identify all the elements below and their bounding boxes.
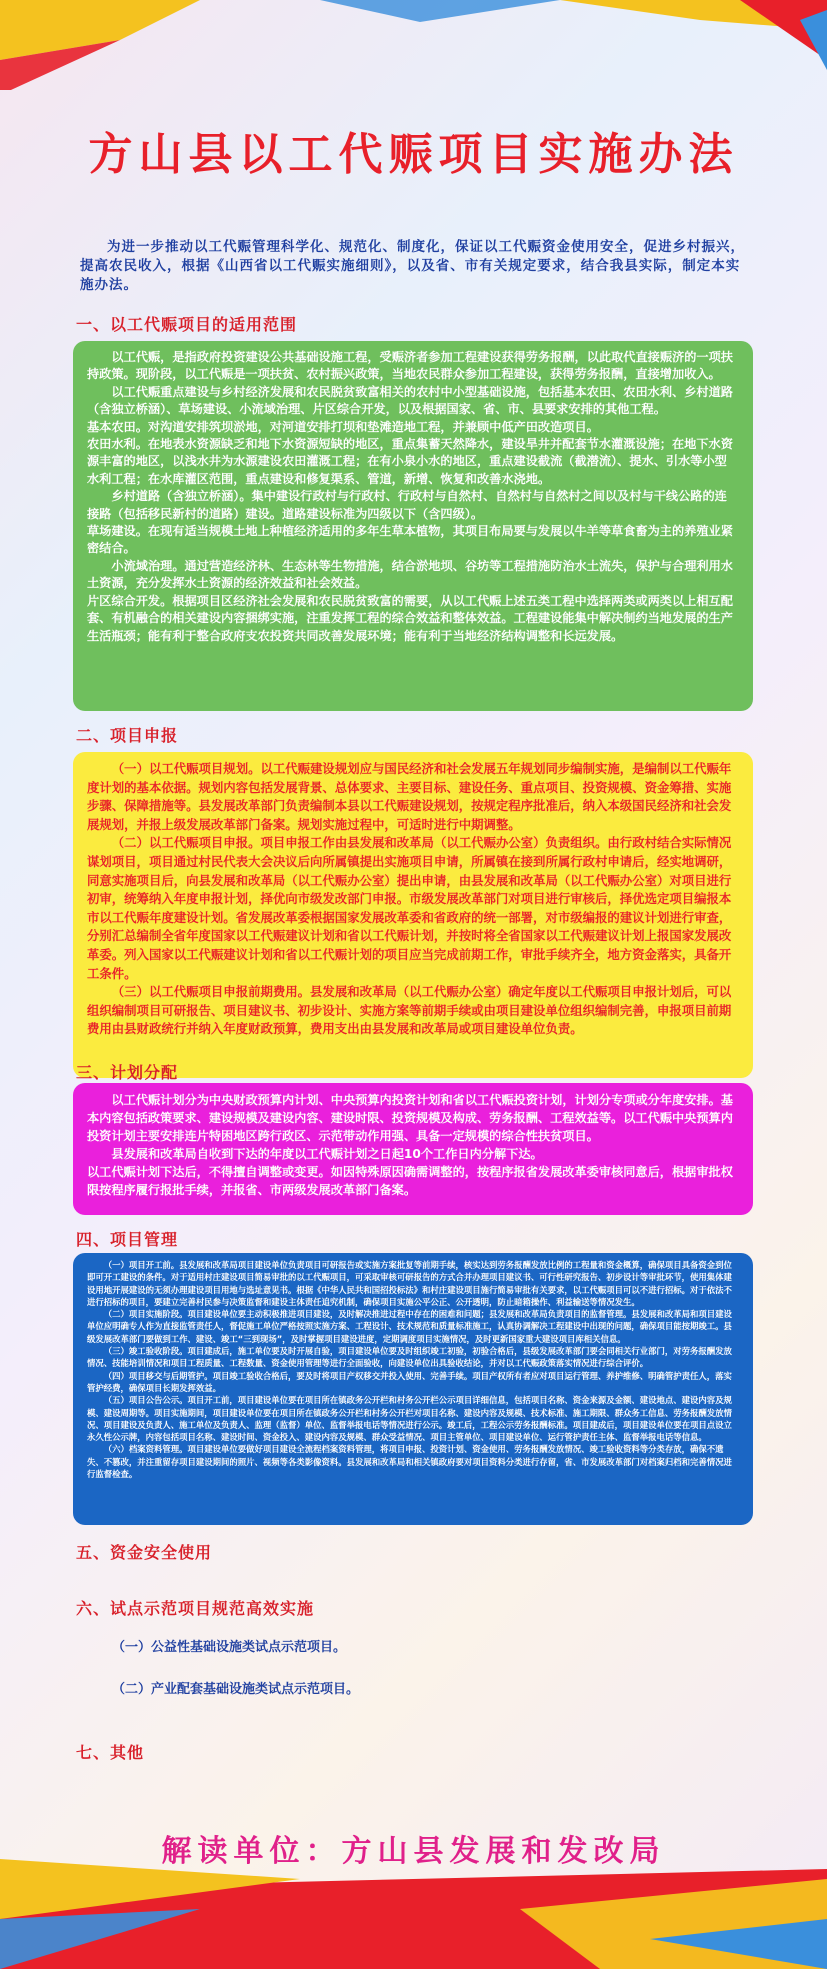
footer-issuer: 解读单位：方山县发展和发改局 <box>161 1834 666 1869</box>
s3-paragraph: 以工代赈计划分为中央财政预算内计划、中央预算内投资计划和省以工代赈投资计划，计划分专项或分年度安排。基本内容包括政策要求、建设规模及建设内容、建设时限、投资规模及构成、劳务报酬、工程效益等。以工代赈中央预算内投资计划主要安排连片特困地区跨行政区、示范带动作用强、具备一定规模的综合性扶贫项目。 <box>87 1093 733 1143</box>
s4-paragraph: （三）竣工验收阶段。项目建成后，施工单位要及时开展自验，项目建设单位要及时组织竣工初验，初验合格后，县级发展改革部门要会同相关行业部门，对劳务报酬发放情况、技能培训情况和项目工程质量、工程数量、资金使用管理等进行全面验收，向建设单位出具验收结论，并对以工代赈政策落实情况进行综合评价。 <box>87 1346 732 1369</box>
section-box-2 <box>73 752 753 1078</box>
section-heading-3: 三、计划分配 <box>76 1063 179 1082</box>
s1-paragraph: 以工代赈重点建设与乡村经济发展和农民脱贫致富相关的农村中小型基础设施，包括基本农田、农田水利、乡村道路（含独立桥涵）、草场建设、小流域治理、片区综合开发，以及根据国家、省、市、县要求安排的其他工程。 <box>87 384 733 417</box>
s3-paragraph: 县发展和改革局自收到下达的年度以工代赈计划之日起10个工作日内分解下达。 <box>111 1147 543 1161</box>
section-heading-5: 五、资金安全使用 <box>76 1543 213 1562</box>
s6-item: （二）产业配套基础设施类试点示范项目。 <box>112 1682 360 1697</box>
section-heading-4: 四、项目管理 <box>76 1230 179 1249</box>
s1-paragraph: 小流域治理。通过营造经济林、生态林等生物措施，结合淤地坝、谷坊等工程措施防治水土流失，保护与合理利用水土资源，充分发挥水土资源的经济效益和社会效益。 <box>87 558 733 591</box>
intro-paragraph: 为进一步推动以工代赈管理科学化、规范化、制度化，保证以工代赈资金使用安全，促进乡村振兴，提高农民收入，根据《山西省以工代赈实施细则》，以及省、市有关规定要求，结合我县实际，制定本实施办法。 <box>80 239 745 293</box>
section-heading-6: 六、试点示范项目规范高效实施 <box>76 1599 315 1618</box>
section-box-1 <box>73 341 753 711</box>
s4-paragraph: （四）项目移交与后期管护。项目竣工验收合格后，要及时将项目产权移交并投入使用、完善手续。项目产权所有者应对项目运行管理、养护维修、明确管护责任人，落实管护经费，确保项目长期发挥效益。 <box>87 1370 732 1393</box>
s1-paragraph: 以工代赈，是指政府投资建设公共基础设施工程，受赈济者参加工程建设获得劳务报酬，以此取代直接赈济的一项扶持政策。现阶段，以工代赈是一项扶贫、农村振兴政策，当地农民群众参加工程建设，获得劳务报酬，直接增加收入。 <box>87 350 733 382</box>
s4-paragraph: （五）项目公告公示。项目开工前，项目建设单位要在项目所在镇政务公开栏和村务公开栏公示项目详细信息，包括项目名称、资金来源及金额、建设地点、建设内容及规模、建设周期等。项目实施期间，项目建设单位要在项目所在镇政务公开栏和村务公开栏对项目名称、建设内容及规模、技术标准、施工期限、群众务工信息、劳务报酬发放情况、项目建设及负责人、施工单位及负责人、监理（监督）单位、监督举报电话等情况进行公示。竣工后，工程公示劳务报酬标准。项目建成后，项目建设单位要在项目点设立永久性公示牌，内容包括项目名称、建设时间、资金投入、建设内容及规模、群众受益情况、项目主管单位、项目建设单位、运行管护责任主体、监督举报电话等信息。 <box>87 1395 732 1443</box>
s2-paragraph: （三）以工代赈项目申报前期费用。县发展和改革局（以工代赈办公室）确定年度以工代赈项目申报计划后，可以组织编制项目可研报告、项目建议书、初步设计、实施方案等前期手续或由项目建设单位组织编制完善，申报项目前期费用由县财政统行并纳入年度财政预算，费用支出由县发展和改革局或项目建设单位负责。 <box>87 984 732 1037</box>
s2-paragraph: （二）以工代赈项目申报。项目申报工作由县发展和改革局（以工代赈办公室）负责组织。由行政村结合实际情况谋划项目，项目通过村民代表大会决议后向所属镇提出实施项目申请，所属镇在接到所属行政村申请后，经实地调研，同意实施项目后，向县发展和改革局（以工代赈办公室）提出申请，由县发展和改革局（以工代赈办公室）对项目进行初审，统筹纳入年度申报计划，择优向市级发改部门申报。市级发展改革部门对项目进行审核后，择优选定项目编报本市以工代赈年度建设计划。省发展改革委根据国家发展改革委和省政府的统一部署，对市级编报的建议计划进行审查，分别汇总编制全省年度国家以工代赈建议计划和省以工代赈计划，并按时将全省国家以工代赈建议计划上报国家发展改革委。列入国家以工代赈建议计划和省以工代赈计划的项目应当完成前期工作，审批手续齐全，地方资金落实，具备开工条件。 <box>87 835 732 981</box>
s1-paragraph: 乡村道路（含独立桥涵）。集中建设行政村与行政村、行政村与自然村、自然村与自然村之间以及村与干线公路的连接路（包括移民新村的道路）建设。道路建设标准为四级以下（含四级）。 <box>87 489 727 521</box>
s4-paragraph: （一）项目开工前。县发展和改革局项目建设单位负责项目可研报告或实施方案批复等前期手续，核实达到劳务报酬发放比例的工程量和资金概算，确保项目具备资金到位即可开工建设的条件。对于适用村庄建设项目简易审批的以工代赈项目，可采取审核可研报告的方式合并办理项目建议书、可行性研究报告、初步设计等审批环节，使用集体建设用地开展建设的无须办理建设项目用地与选址意见书。根据《中华人民共和国招投标法》和村庄建设项目施行简易审批有关要求，以工代赈项目可以不进行招标。对于依法不进行招标的项目，要建立完善村民参与决策监督和建设主体责任追究机制，确保项目实施公平公正、公开透明，防止暗箱操作、利益输送等情况发生。 <box>87 1260 732 1307</box>
section-heading-1: 一、以工代赈项目的适用范围 <box>76 315 298 334</box>
section-box-4 <box>73 1253 753 1525</box>
s2-paragraph: （一）以工代赈项目规划。以工代赈建设规划应与国民经济和社会发展五年规划同步编制实施，是编制以工代赈年度计划的基本依据。规划内容包括发展背景、总体要求、主要目标、建设任务、重点项目、投资规模、资金筹措、实施步骤、保障措施等。县发展改革部门负责编制本县以工代赈建设规划，按规定程序批准后，纳入本级国民经济和社会发展规划，并报上级发展改革部门备案。规划实施过程中，可适时进行中期调整。 <box>87 761 732 832</box>
s1-paragraph: 草场建设。在现有适当规模土地上种植经济适用的多年生草本植物，其项目布局要与发展以牛羊等草食畜为主的养殖业紧密结合。 <box>87 524 733 556</box>
page-title: 方山县以工代赈项目实施办法 <box>88 129 739 180</box>
top-decoration <box>0 0 827 90</box>
section-heading-2: 二、项目申报 <box>76 726 179 745</box>
s4-paragraph: （二）项目实施阶段。项目建设单位要主动积极推进项目建设，及时解决推进过程中存在的困难和问题；县发展和改革局负责项目的监督管理。县发展和改革局和项目建设单位应明确专人作为直接监管责任人，督促施工单位严格按照实施方案、工程设计、技术规范和质量标准施工，认真协调解决工程建设中出现的问题，确保项目能按期竣工。县级发展改革部门要做到工作、建设、竣工“三到现场”，及时掌握项目建设进度，定期调度项目实施情况，及时更新国家重大建设项目库相关信息。 <box>87 1309 732 1344</box>
section-heading-7: 七、其他 <box>76 1743 145 1762</box>
s6-item: （一）公益性基础设施类试点示范项目。 <box>112 1640 347 1655</box>
s3-paragraph: 以工代赈计划下达后，不得擅自调整或变更。如因特殊原因确需调整的，按程序报省发展改革委审核同意后，根据审批权限按程序履行报批手续，并报省、市两级发展改革部门备案。 <box>87 1165 733 1197</box>
s1-paragraph: 农田水利。在地表水资源缺乏和地下水资源短缺的地区，重点集蓄天然降水，建设旱井并配套节水灌溉设施；在地下水资源丰富的地区，以浅水井为水源建设农田灌溉工程；在有小泉小水的地区，重点建设截流（截潜流）、提水、引水等小型水利工程；在水库灌区范围，重点建设和修复渠系、管道，新增、恢复和改善水浇地。 <box>87 437 733 486</box>
section-box-3 <box>73 1083 753 1215</box>
s1-paragraph: 片区综合开发。根据项目区经济社会发展和农民脱贫致富的需要，从以工代赈上述五类工程中选择两类或两类以上相互配套、有机融合的相关建设内容捆绑实施，注重发挥工程的综合效益和整体效益。工程建设能集中解决制约当地发展的生产生活瓶颈；能有利于整合政府支农投资共同改善发展环境；能有利于当地经济结构调整和长远发展。 <box>87 593 733 643</box>
s1-paragraph: 基本农田。对沟道安排筑坝淤地，对河道安排打坝和垫滩造地工程，并兼顾中低产田改造项目。 <box>87 419 599 434</box>
s4-paragraph: （六）档案资料管理。项目建设单位要做好项目建设全流程档案资料管理，将项目申报、投资计划、资金使用、劳务报酬发放情况、竣工验收资料等分类存放，确保不遗失、不篡改，并注重留存项目建设期间的照片、视频等各类影像资料。县发展和改革局和相关镇政府要对项目资料分类进行存留，省、市发展改革部门对档案归档和完善情况进行监督检查。 <box>87 1444 732 1480</box>
